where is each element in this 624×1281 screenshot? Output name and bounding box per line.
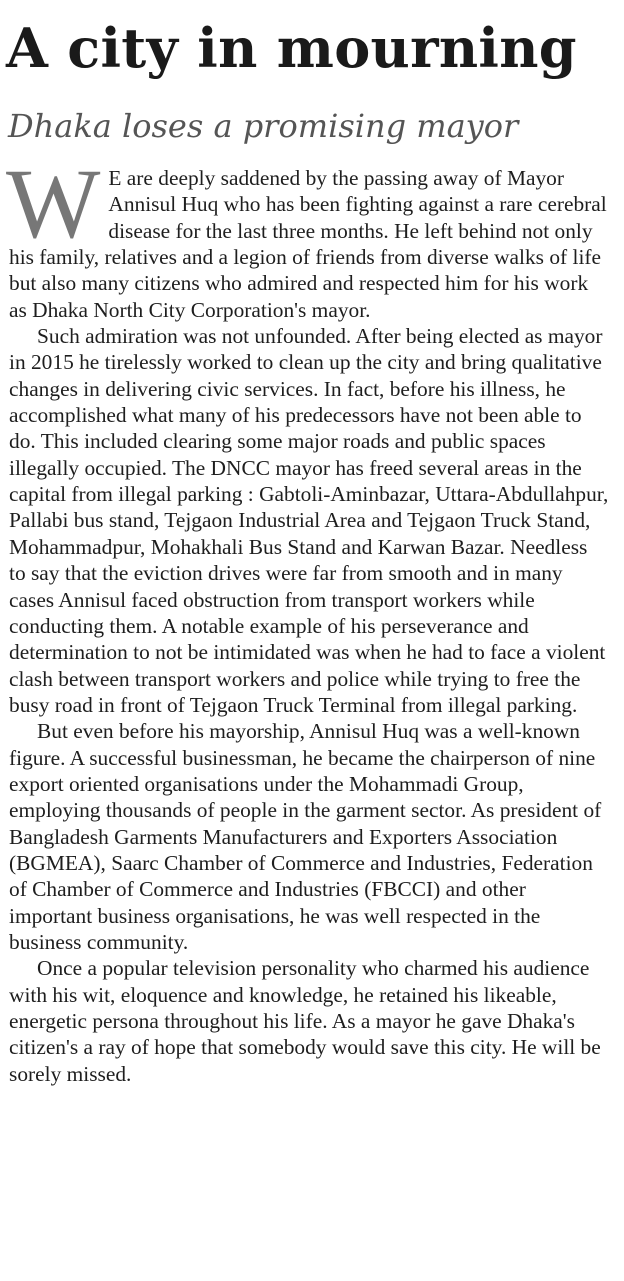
paragraph-3: But even before his mayorship, Annisul Huq was a well-known figure. A successful businessman, he became the chairperson of nine export oriented organisations under the Mohammadi Group, employing thousands of people in the garment sector. As president of Bangladesh Garments Manufacturers and Exporters Association (BGMEA), Saarc Chamber of Commerce and Industries, Federation of Chamber of Commerce and Industries (FBCCI) and other important business organisations, he was well respected in the business community. (9, 719, 602, 954)
paragraph-1 (6, 148, 609, 323)
headline: A city in mourning (6, 16, 577, 80)
paragraph-4: Once a popular television personality who charmed his audience with his wit, eloquence and knowledge, he retained his likeable, energetic persona throughout his life. As a mayor he gave Dhaka's citizen's a ray of hope that somebody would save this city. He will be sorely missed. (9, 956, 601, 1086)
article-body (6, 148, 609, 1087)
paragraph-2: Such admiration was not unfounded. After being elected as mayor in 2015 he tirelessly worked to clean up the city and bring qualitative changes in delivering civic services. In fact, before his illness, he accomplished what many of his predecessors have not been able to do. This included clearing some major roads and public spaces illegally occupied. The DNCC mayor has freed several areas in the capital from illegal parking : Gabtoli-Aminbazar, Uttara-Abdullahpur, Pallabi bus stand, Tejgaon Industrial Area and Tejgaon Truck Stand, Mohammadpur, Mohakhali Bus Stand and Karwan Bazar. Needless to say that the eviction drives were far from smooth and in many cases Annisul faced obstruction from transport workers while conducting them. A notable example of his perseverance and determination to not be intimidated was when he had to face a violent clash between transport workers and police while trying to free the busy road in front of Tejgaon Truck Terminal from illegal parking. (9, 324, 609, 717)
subheadline: Dhaka loses a promising mayor (8, 107, 519, 145)
paragraph-1-text: E are deeply saddened by the passing away of Mayor Annisul Huq who has been fighting against a rare cerebral disease for the last three months. He left behind not only his family, relatives and a legion of friends from diverse walks of life but also many citizens who admired and respected him for his work as Dhaka North City Corporation's mayor. (9, 166, 607, 322)
drop-cap: W (6, 148, 101, 259)
